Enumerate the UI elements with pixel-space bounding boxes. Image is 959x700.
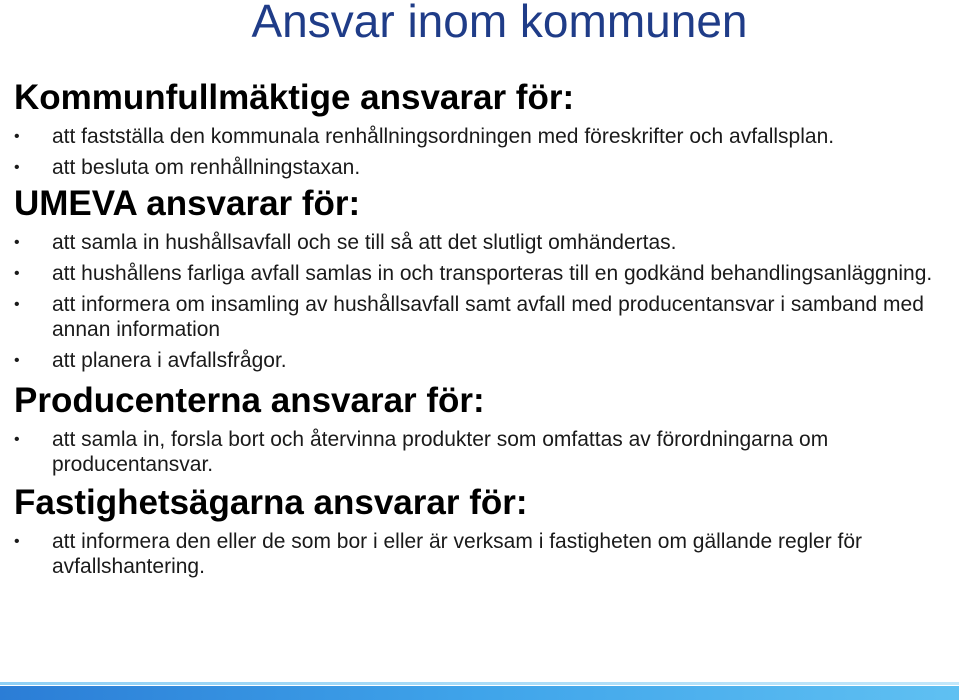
list-item-text: att samla in, forsla bort och återvinna produkter som omfattas av förordningarna om producentansvar. bbox=[52, 428, 829, 476]
list-item-text: att hushållens farliga avfall samlas in och transporteras till en godkänd behandlingsanläggning. bbox=[52, 262, 933, 285]
section-heading: Kommunfullmäktige ansvarar för: bbox=[14, 78, 575, 117]
bullet-icon: • bbox=[14, 352, 20, 369]
bullet-icon: • bbox=[14, 431, 20, 448]
section-heading: Producenterna ansvarar för: bbox=[14, 381, 485, 420]
slide-title: Ansvar inom kommunen bbox=[251, 0, 748, 47]
bullet-icon: • bbox=[14, 128, 20, 145]
list-item-text: att fastställa den kommunala renhållningsordningen med föreskrifter och avfallsplan. bbox=[52, 125, 835, 148]
list-item-text: att informera om insamling av hushållsavfall samt avfall med producentansvar i samband med annan information bbox=[52, 293, 924, 341]
list-item-text: att samla in hushållsavfall och se till så att det slutligt omhändertas. bbox=[52, 231, 677, 254]
list-item-text: att besluta om renhållningstaxan. bbox=[52, 156, 361, 179]
list-item bbox=[14, 155, 934, 180]
list-item bbox=[14, 124, 934, 149]
bullet-icon: • bbox=[14, 296, 20, 313]
list-item bbox=[14, 261, 934, 286]
bullet-list bbox=[14, 427, 934, 477]
section-producenterna bbox=[14, 381, 934, 477]
list-item-text: att planera i avfallsfrågor. bbox=[52, 349, 287, 372]
list-item bbox=[14, 292, 934, 342]
bullet-icon: • bbox=[14, 533, 20, 550]
footer-accent-bar bbox=[0, 686, 959, 700]
bullet-icon: • bbox=[14, 265, 20, 282]
list-item bbox=[14, 427, 934, 477]
section-heading: UMEVA ansvarar för: bbox=[14, 184, 361, 223]
bullet-icon: • bbox=[14, 234, 20, 251]
list-item-text: att informera den eller de som bor i eller är verksam i fastigheten om gällande regler för avfallshantering. bbox=[52, 530, 863, 578]
list-item bbox=[14, 348, 934, 373]
section-heading: Fastighetsägarna ansvarar för: bbox=[14, 483, 528, 522]
list-item bbox=[14, 529, 934, 579]
list-item bbox=[14, 230, 934, 255]
bullet-icon: • bbox=[14, 159, 20, 176]
bullet-list bbox=[14, 124, 934, 180]
bullet-list bbox=[14, 230, 934, 373]
section-kommunfullmaktige bbox=[14, 78, 934, 180]
section-fastighetsagarna bbox=[14, 483, 934, 579]
section-umeva bbox=[14, 184, 934, 373]
bullet-list bbox=[14, 529, 934, 579]
slide-content bbox=[14, 70, 934, 579]
